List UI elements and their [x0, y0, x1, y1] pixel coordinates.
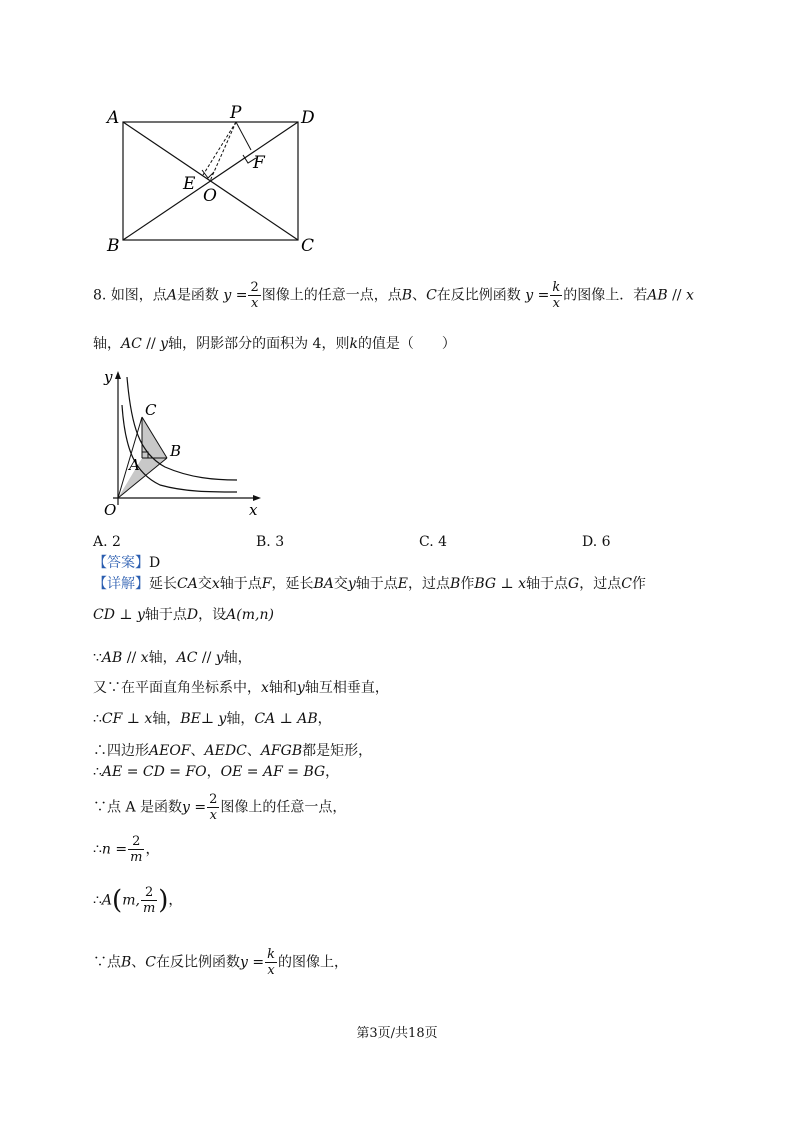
label-b: B	[170, 442, 182, 460]
label-e: E	[183, 174, 196, 194]
solution-line-2: CD ⊥ y轴于点D，设A(m,n)	[93, 607, 274, 623]
solution-line-4: 又∵在平面直角坐标系中，x轴和y轴互相垂直，	[93, 680, 389, 696]
fraction-2-over-x: $\frac{2}{x}$	[250, 280, 259, 311]
solution-line-1: 【详解】延长CA交x轴于点F，延长BA交y轴于点E，过点B作BG ⊥ x轴于点G，过点C作	[93, 576, 646, 592]
label-a: A	[129, 456, 140, 474]
fraction-k-over-x: $\frac{k}{x}$	[267, 947, 275, 978]
option-d: D. 6	[582, 534, 611, 550]
solution-line-10: ∴A(m, $\frac{2}{m}$ )，	[93, 885, 183, 916]
solution-line-9: ∴n = $\frac{2}{m}$ ，	[93, 834, 160, 865]
fraction-2-over-m: $\frac{2}{m}$	[142, 885, 156, 916]
answer-value: D	[149, 555, 161, 571]
label-o: O	[203, 186, 217, 206]
y-axis-arrow	[115, 371, 121, 379]
label-b: B	[107, 236, 120, 256]
question-line-2: 轴，AC // y轴，阴影部分的面积为 4，则k的值是（ ）	[93, 336, 456, 352]
solution-line-6: ∴四边形AEOF、AEDC、AFGB都是矩形，	[93, 743, 373, 759]
solution-line-5: ∴CF ⊥ x轴，BE⊥ y轴，CA ⊥ AB，	[93, 711, 332, 727]
option-a: A. 2	[93, 534, 121, 550]
label-p: P	[230, 103, 242, 123]
label-c: C	[145, 401, 157, 419]
option-b: B. 3	[256, 534, 285, 550]
solution-line-7: ∴AE = CD = FO，OE = AF = BG，	[93, 764, 340, 780]
label-o: O	[104, 501, 117, 519]
fraction-2-over-m: $\frac{2}{m}$	[130, 834, 143, 865]
hyperbola-figure	[95, 365, 270, 520]
page-footer: 第3页/共18页	[356, 1026, 438, 1041]
label-a: A	[107, 108, 120, 128]
label-d: D	[301, 108, 315, 128]
option-c: C. 4	[419, 534, 448, 550]
solution-tag: 【详解】	[93, 576, 149, 592]
label-f: F	[253, 153, 265, 173]
answer-tag: 【答案】	[93, 555, 149, 571]
label-x: x	[249, 501, 258, 519]
solution-line-8: ∵点 A 是函数y = $\frac{2}{x}$ 图像上的任意一点，	[93, 792, 347, 823]
rectangle-figure	[100, 100, 330, 260]
question-line-1: 8. 如图，点A是函数 y = $\frac{2}{x}$ 图像上的任意一点，点B、C在反比例函数 y = $\frac{k}{x}$ 的图像上．若AB // x	[93, 280, 694, 311]
solution-line-11: ∵点B、C在反比例函数y = $\frac{k}{x}$ 的图像上，	[93, 947, 348, 978]
segment-pf	[236, 122, 251, 150]
answer-line	[93, 553, 160, 573]
fraction-k-over-x: $\frac{k}{x}$	[552, 280, 561, 311]
label-c: C	[301, 236, 315, 256]
label-y: y	[104, 368, 113, 386]
solution-line-3: ∵AB // x轴，AC // y轴，	[93, 650, 252, 666]
fraction-2-over-x: $\frac{2}{x}$	[209, 792, 218, 823]
